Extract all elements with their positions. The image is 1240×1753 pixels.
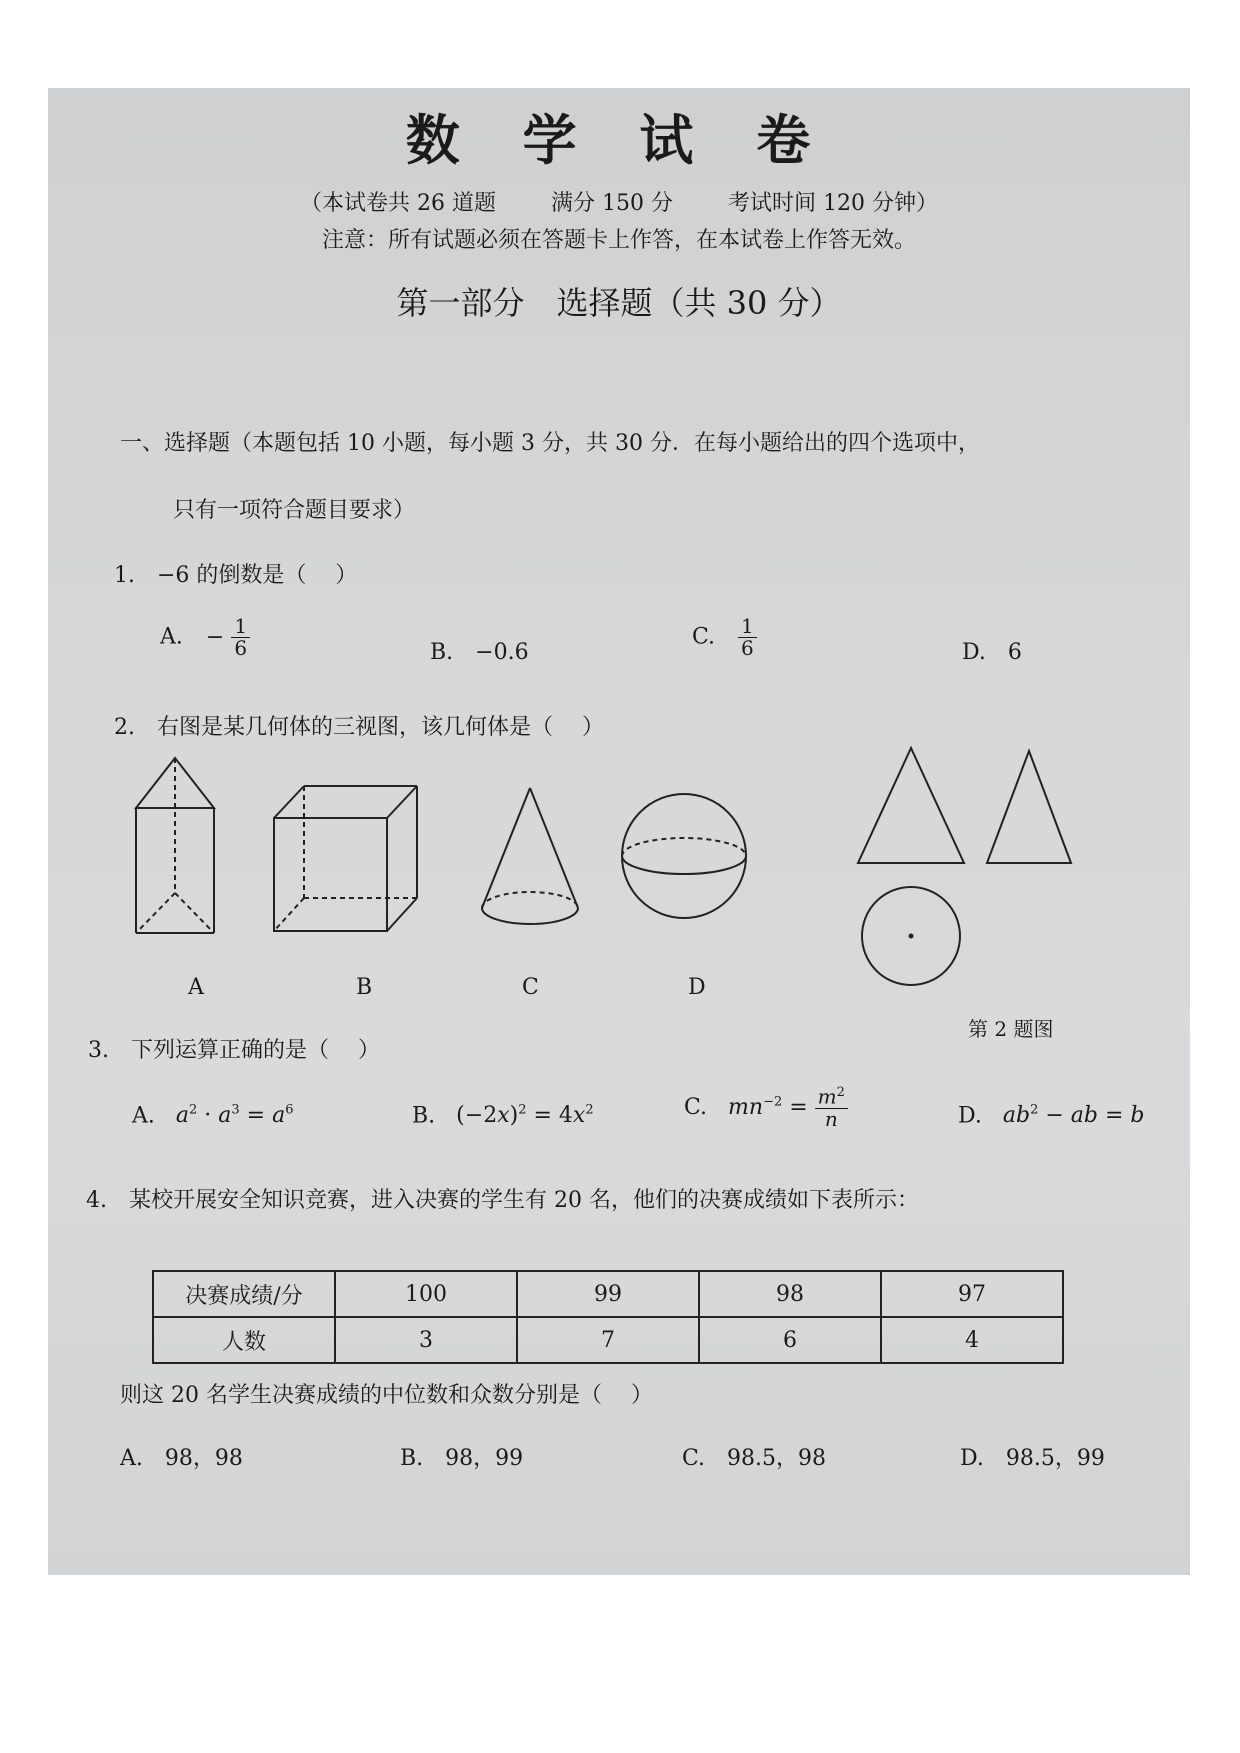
table-cell: 98 (699, 1271, 881, 1317)
table-row (153, 1317, 1063, 1363)
q1-a-sign: − (205, 624, 225, 650)
q3-option-c (684, 1086, 848, 1130)
q3-d-label: D. (958, 1103, 982, 1129)
q2-figure-caption: 第 2 题图 (968, 1017, 1054, 1041)
q1-c-denominator: 6 (741, 636, 754, 660)
q1-stem: 1. −6 的倒数是（ ） (114, 563, 358, 588)
cone-figure-c (482, 788, 578, 924)
q1-option-d: D. 6 (962, 640, 1022, 665)
q4-option-c: C. 98.5，98 (682, 1446, 827, 1471)
q2-stem: 2. 右图是某几何体的三视图，该几何体是（ ） (114, 715, 604, 740)
q1-a-label: A. (160, 624, 183, 650)
q3-option-a (132, 1103, 294, 1128)
q2-label-b: B (356, 975, 373, 1000)
info-time: 考试时间 120 分钟） (727, 191, 938, 216)
section-instructions-line1: 一、选择题（本题包括 10 小题，每小题 3 分，共 30 分．在每小题给出的四个选项中， (120, 431, 980, 456)
q3-d-formula: $ab^2$ − ab = b (1002, 1103, 1145, 1129)
table-cell: 6 (699, 1317, 881, 1363)
q4-option-b: B. 98，99 (400, 1446, 524, 1471)
q4-option-a: A. 98，98 (120, 1446, 243, 1471)
info-question-count: （本试卷共 26 道题 (300, 191, 496, 216)
q2-label-d: D (688, 975, 706, 1000)
exam-info (48, 186, 1190, 217)
table-cell: 7 (517, 1317, 699, 1363)
cube-figure-b (274, 786, 417, 931)
info-full-score: 满分 150 分 (551, 191, 673, 216)
exam-notice: 注意：所有试题必须在答题卡上作答，在本试卷上作答无效。 (321, 228, 916, 253)
q2-label-c: C (522, 975, 539, 1000)
table-cell: 100 (335, 1271, 517, 1317)
q1-option-c (692, 616, 757, 659)
three-view-drawing (858, 748, 1071, 985)
q3-b-formula: $(-2x)^2 = 4x^2$ (456, 1103, 594, 1129)
center-dot (909, 934, 914, 939)
q3-b-label: B. (412, 1103, 436, 1129)
table-cell: 决赛成绩/分 (153, 1271, 335, 1317)
q3-stem: 3. 下列运算正确的是（ ） (88, 1038, 380, 1063)
exam-title: 数 学 试 卷 (405, 108, 833, 172)
table-cell: 99 (517, 1271, 699, 1317)
prism-figure-a (136, 758, 214, 933)
q3-option-b (412, 1103, 594, 1128)
score-table (152, 1270, 1064, 1364)
table-cell: 97 (881, 1271, 1063, 1317)
table-cell: 4 (881, 1317, 1063, 1363)
q1-option-b: B. −0.6 (430, 640, 529, 665)
q3-c-label: C. (684, 1094, 708, 1120)
q1-a-numerator: 1 (231, 616, 250, 638)
q1-c-label: C. (692, 624, 716, 650)
table-cell: 3 (335, 1317, 517, 1363)
q4-stem: 4. 某校开展安全知识竞赛，进入决赛的学生有 20 名，他们的决赛成绩如下表所示： (86, 1188, 919, 1213)
q1-c-fraction (738, 616, 757, 659)
part-heading: 第一部分 选择题（共 30 分） (396, 284, 842, 322)
q2-figures (128, 708, 1178, 1008)
q1-a-fraction (231, 616, 250, 659)
section-instructions-line2: 只有一项符合题目要求） (173, 498, 416, 523)
q3-a-formula: $a^2 \cdot a^3 = a^6$ (175, 1103, 294, 1129)
q3-option-d (958, 1103, 1144, 1128)
q4-followup: 则这 20 名学生决赛成绩的中位数和众数分别是（ ） (120, 1383, 653, 1408)
q2-label-a: A (188, 975, 204, 1000)
q1-a-denominator: 6 (234, 636, 248, 660)
exam-sheet (48, 88, 1190, 1575)
q1-c-numerator: 1 (738, 616, 757, 638)
q1-option-a (160, 616, 250, 659)
sphere-figure-d (622, 794, 746, 918)
table-cell: 人数 (153, 1317, 335, 1363)
table-header-row (153, 1271, 1063, 1317)
q3-a-label: A. (132, 1103, 155, 1129)
q4-option-d: D. 98.5，99 (960, 1446, 1105, 1471)
q3-c-formula: $mn^{-2}$ = $\frac{m^2}{n}$ (728, 1095, 848, 1120)
